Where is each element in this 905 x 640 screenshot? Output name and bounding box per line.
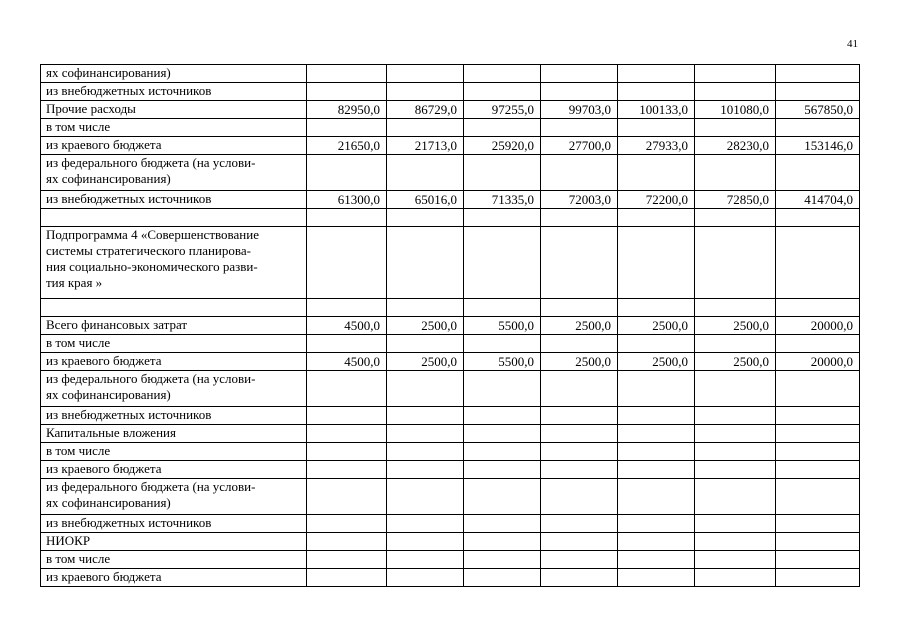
value-cell [776, 515, 860, 533]
table-row [41, 371, 860, 407]
value-cell [695, 155, 776, 191]
table-row [41, 479, 860, 515]
value-cell [387, 227, 464, 299]
row-label: из федерального бюджета (на услови- ях софинансирования) [41, 479, 307, 515]
value-cell [387, 371, 464, 407]
value-cell: 2500,0 [695, 317, 776, 335]
value-cell [387, 83, 464, 101]
value-cell [307, 479, 387, 515]
value-cell [695, 119, 776, 137]
value-cell [387, 119, 464, 137]
value-cell [541, 209, 618, 227]
row-label: из краевого бюджета [41, 461, 307, 479]
value-cell: 72850,0 [695, 191, 776, 209]
value-cell [618, 461, 695, 479]
value-cell [695, 425, 776, 443]
value-cell [776, 65, 860, 83]
value-cell [387, 299, 464, 317]
table-row [41, 335, 860, 353]
value-cell [776, 479, 860, 515]
row-label: из федерального бюджета (на услови- ях софинансирования) [41, 371, 307, 407]
value-cell [464, 569, 541, 587]
row-label [41, 209, 307, 227]
row-label: из внебюджетных источников [41, 515, 307, 533]
table-row [41, 209, 860, 227]
value-cell [307, 299, 387, 317]
value-cell [307, 569, 387, 587]
value-cell [541, 119, 618, 137]
value-cell [776, 155, 860, 191]
value-cell [618, 515, 695, 533]
value-cell [618, 533, 695, 551]
value-cell [695, 443, 776, 461]
value-cell: 97255,0 [464, 101, 541, 119]
row-label: Всего финансовых затрат [41, 317, 307, 335]
value-cell: 4500,0 [307, 317, 387, 335]
value-cell [464, 299, 541, 317]
table-body [41, 65, 860, 587]
row-label: из внебюджетных источников [41, 83, 307, 101]
table-row [41, 299, 860, 317]
row-label: Подпрограмма 4 «Совершенствование системы стратегического планирова- ния социально-экономического разви- тия края » [41, 227, 307, 299]
value-cell [618, 425, 695, 443]
value-cell: 21713,0 [387, 137, 464, 155]
value-cell [464, 335, 541, 353]
value-cell: 2500,0 [695, 353, 776, 371]
value-cell [541, 443, 618, 461]
value-cell [618, 371, 695, 407]
table-row [41, 425, 860, 443]
value-cell [695, 209, 776, 227]
value-cell [618, 407, 695, 425]
value-cell [307, 515, 387, 533]
value-cell: 153146,0 [776, 137, 860, 155]
value-cell [776, 335, 860, 353]
value-cell [695, 227, 776, 299]
value-cell: 82950,0 [307, 101, 387, 119]
value-cell [695, 569, 776, 587]
value-cell [307, 119, 387, 137]
row-label [41, 299, 307, 317]
value-cell [307, 371, 387, 407]
row-label: Прочие расходы [41, 101, 307, 119]
table-row [41, 353, 860, 371]
value-cell [387, 335, 464, 353]
value-cell: 72003,0 [541, 191, 618, 209]
value-cell [695, 479, 776, 515]
value-cell [695, 461, 776, 479]
value-cell [776, 83, 860, 101]
value-cell [541, 371, 618, 407]
value-cell [464, 515, 541, 533]
value-cell: 21650,0 [307, 137, 387, 155]
value-cell [776, 209, 860, 227]
value-cell [541, 533, 618, 551]
value-cell [387, 425, 464, 443]
row-label: из внебюджетных источников [41, 191, 307, 209]
value-cell [776, 407, 860, 425]
value-cell [464, 371, 541, 407]
value-cell: 567850,0 [776, 101, 860, 119]
value-cell [464, 119, 541, 137]
row-label: из краевого бюджета [41, 137, 307, 155]
value-cell [618, 443, 695, 461]
value-cell [541, 299, 618, 317]
value-cell [307, 335, 387, 353]
value-cell [307, 83, 387, 101]
table-row [41, 191, 860, 209]
row-label: НИОКР [41, 533, 307, 551]
page-number: 41 [847, 38, 858, 50]
value-cell [776, 227, 860, 299]
value-cell: 20000,0 [776, 353, 860, 371]
table-row [41, 443, 860, 461]
row-label: из федерального бюджета (на услови- ях софинансирования) [41, 155, 307, 191]
value-cell [541, 551, 618, 569]
table-row [41, 317, 860, 335]
table-row [41, 227, 860, 299]
value-cell: 20000,0 [776, 317, 860, 335]
value-cell: 4500,0 [307, 353, 387, 371]
value-cell [464, 443, 541, 461]
row-label: в том числе [41, 443, 307, 461]
value-cell [776, 425, 860, 443]
table-row [41, 83, 860, 101]
value-cell [695, 515, 776, 533]
value-cell [618, 209, 695, 227]
value-cell [464, 551, 541, 569]
value-cell [387, 155, 464, 191]
value-cell [387, 407, 464, 425]
value-cell [464, 227, 541, 299]
value-cell [541, 65, 618, 83]
value-cell [387, 551, 464, 569]
value-cell [387, 461, 464, 479]
value-cell [387, 209, 464, 227]
row-label: из краевого бюджета [41, 569, 307, 587]
value-cell [387, 443, 464, 461]
value-cell [464, 83, 541, 101]
value-cell [618, 155, 695, 191]
value-cell [464, 461, 541, 479]
value-cell [541, 479, 618, 515]
value-cell [307, 209, 387, 227]
value-cell [695, 407, 776, 425]
value-cell: 2500,0 [618, 353, 695, 371]
value-cell: 2500,0 [541, 317, 618, 335]
value-cell [387, 515, 464, 533]
value-cell: 5500,0 [464, 317, 541, 335]
row-label: из внебюджетных источников [41, 407, 307, 425]
value-cell: 65016,0 [387, 191, 464, 209]
value-cell [464, 533, 541, 551]
table-row [41, 461, 860, 479]
value-cell [464, 479, 541, 515]
table-row [41, 569, 860, 587]
value-cell [541, 569, 618, 587]
value-cell: 2500,0 [387, 353, 464, 371]
value-cell [618, 65, 695, 83]
value-cell [307, 533, 387, 551]
table-row [41, 551, 860, 569]
value-cell: 100133,0 [618, 101, 695, 119]
value-cell [541, 83, 618, 101]
value-cell [307, 65, 387, 83]
value-cell: 25920,0 [464, 137, 541, 155]
table-row [41, 515, 860, 533]
value-cell: 72200,0 [618, 191, 695, 209]
row-label: Капитальные вложения [41, 425, 307, 443]
value-cell: 86729,0 [387, 101, 464, 119]
value-cell: 27700,0 [541, 137, 618, 155]
value-cell [695, 335, 776, 353]
row-label: ях софинансирования) [41, 65, 307, 83]
row-label: в том числе [41, 119, 307, 137]
value-cell [307, 407, 387, 425]
value-cell: 2500,0 [541, 353, 618, 371]
table-row [41, 533, 860, 551]
value-cell [776, 371, 860, 407]
value-cell [307, 155, 387, 191]
value-cell [541, 461, 618, 479]
value-cell [464, 407, 541, 425]
value-cell [776, 569, 860, 587]
value-cell [464, 425, 541, 443]
value-cell [776, 533, 860, 551]
row-label: из краевого бюджета [41, 353, 307, 371]
value-cell [541, 335, 618, 353]
value-cell [307, 551, 387, 569]
value-cell [695, 551, 776, 569]
value-cell [618, 569, 695, 587]
row-label: в том числе [41, 335, 307, 353]
table-row [41, 407, 860, 425]
value-cell [387, 533, 464, 551]
value-cell [541, 227, 618, 299]
value-cell [307, 425, 387, 443]
value-cell [618, 335, 695, 353]
value-cell: 414704,0 [776, 191, 860, 209]
table-row [41, 101, 860, 119]
value-cell: 28230,0 [695, 137, 776, 155]
value-cell [695, 533, 776, 551]
value-cell [618, 479, 695, 515]
value-cell: 5500,0 [464, 353, 541, 371]
value-cell [464, 209, 541, 227]
value-cell: 2500,0 [618, 317, 695, 335]
value-cell [307, 443, 387, 461]
value-cell [541, 425, 618, 443]
table-row [41, 119, 860, 137]
value-cell [307, 461, 387, 479]
value-cell: 101080,0 [695, 101, 776, 119]
value-cell [541, 515, 618, 533]
value-cell [695, 299, 776, 317]
value-cell [695, 83, 776, 101]
value-cell [541, 155, 618, 191]
value-cell [776, 461, 860, 479]
value-cell [776, 299, 860, 317]
value-cell [541, 407, 618, 425]
value-cell [387, 65, 464, 83]
budget-table [40, 64, 860, 587]
value-cell [776, 443, 860, 461]
value-cell [776, 119, 860, 137]
value-cell [618, 83, 695, 101]
value-cell [618, 119, 695, 137]
value-cell [464, 65, 541, 83]
value-cell [387, 479, 464, 515]
value-cell [695, 371, 776, 407]
value-cell [695, 65, 776, 83]
value-cell [387, 569, 464, 587]
table-row [41, 137, 860, 155]
row-label: в том числе [41, 551, 307, 569]
value-cell: 27933,0 [618, 137, 695, 155]
value-cell [618, 551, 695, 569]
value-cell: 61300,0 [307, 191, 387, 209]
value-cell: 2500,0 [387, 317, 464, 335]
value-cell: 71335,0 [464, 191, 541, 209]
value-cell [776, 551, 860, 569]
table-row [41, 155, 860, 191]
table-row [41, 65, 860, 83]
value-cell [464, 155, 541, 191]
value-cell [618, 227, 695, 299]
value-cell: 99703,0 [541, 101, 618, 119]
value-cell [618, 299, 695, 317]
value-cell [307, 227, 387, 299]
